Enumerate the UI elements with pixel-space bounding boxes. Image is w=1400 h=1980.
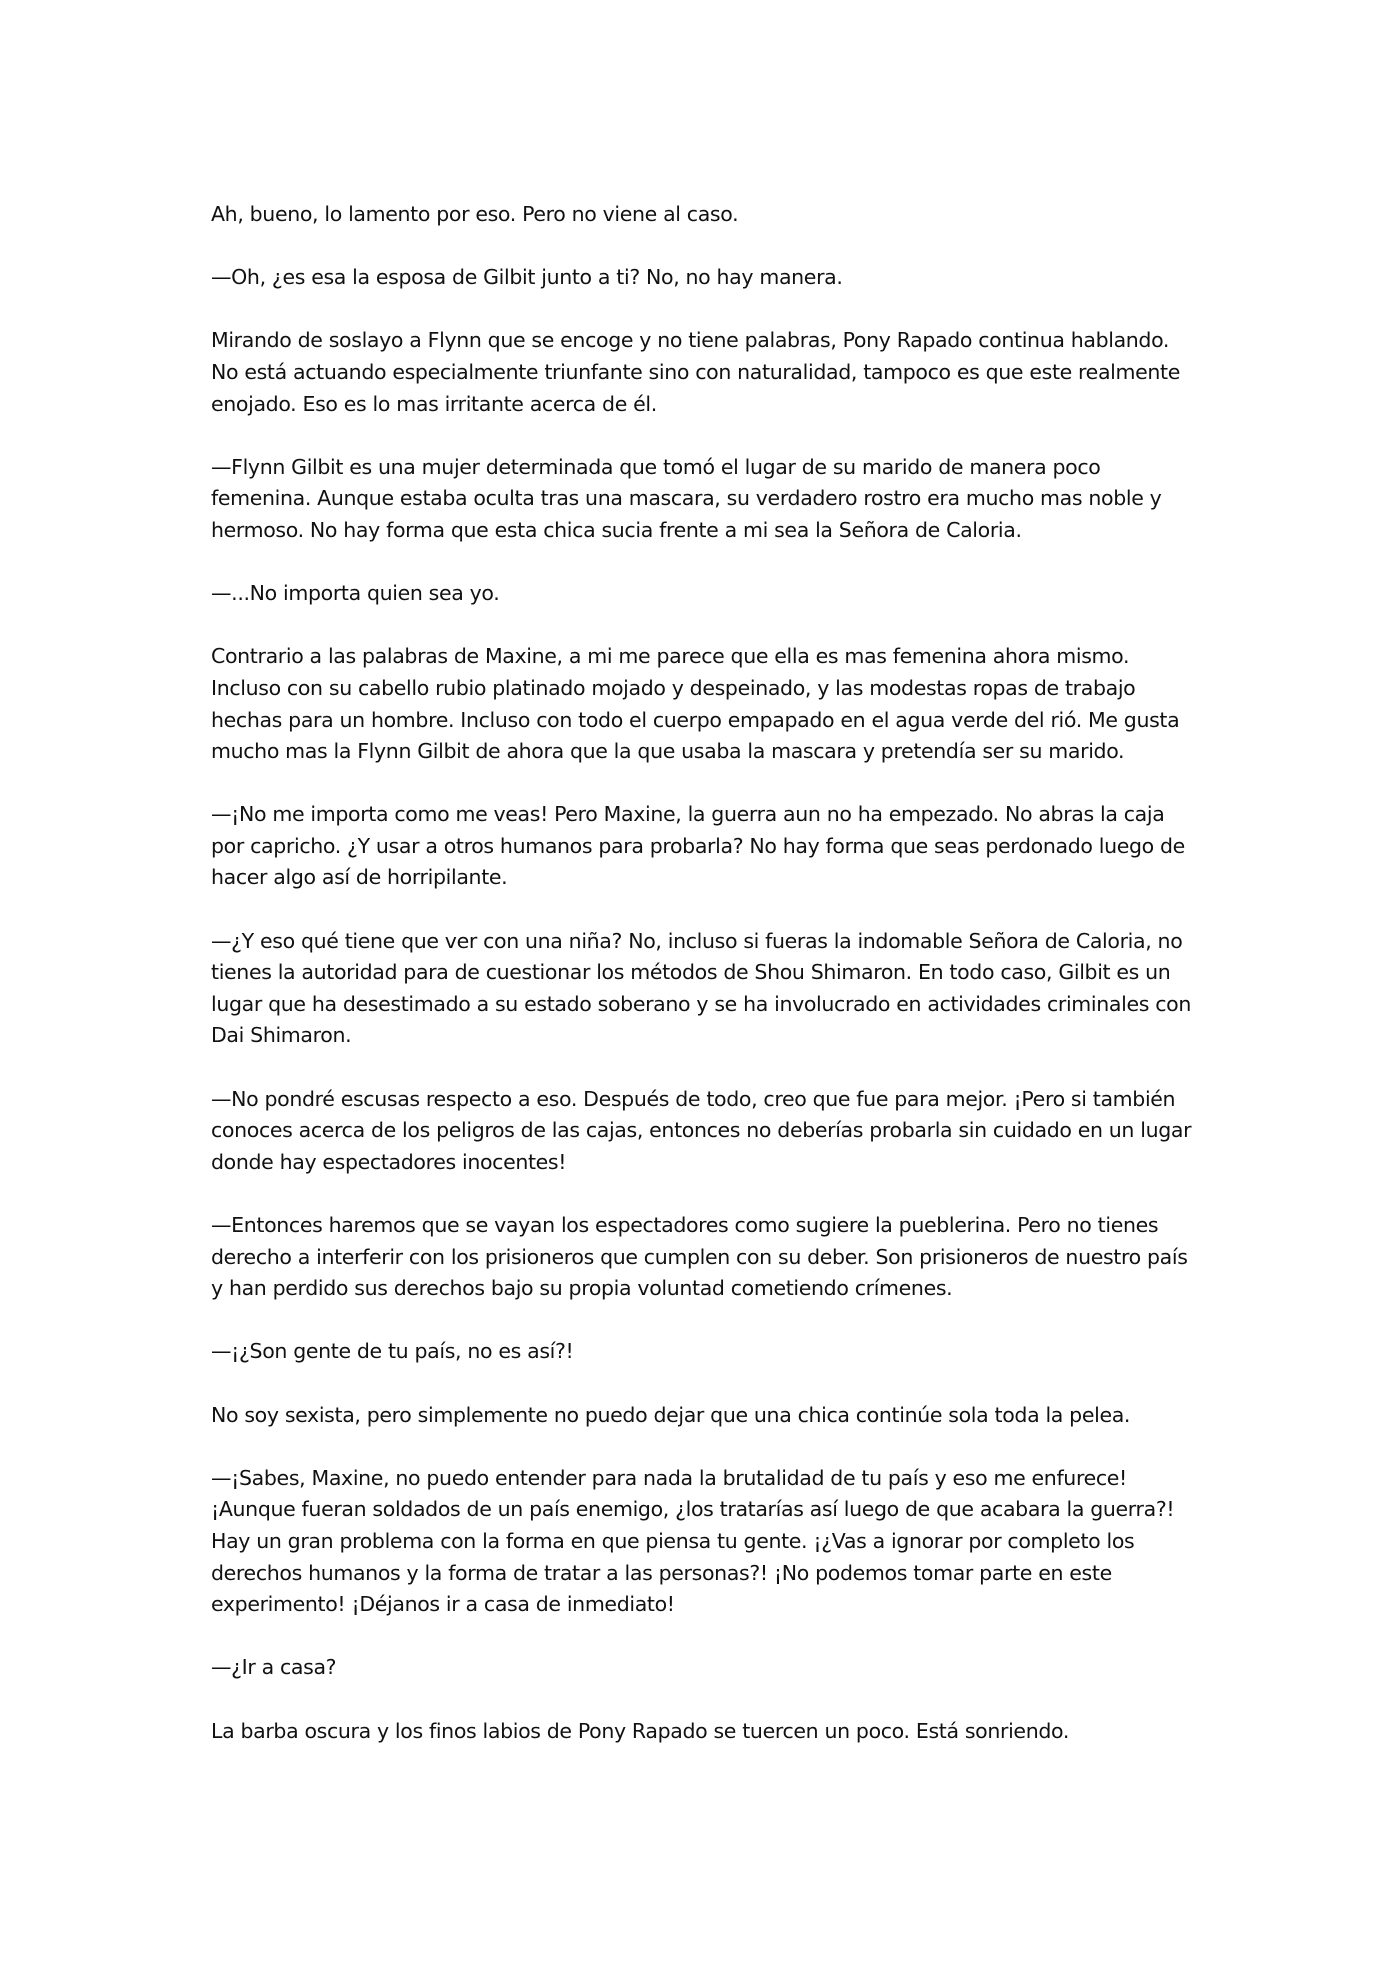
paragraph: —Entonces haremos que se vayan los espectadores como sugiere la pueblerina. Pero no tienes derecho a interferir con los prisioneros que cumplen con su deber. Son prisioneros de nuestro país y han perdido sus derechos bajo su propia voluntad cometiendo crímenes.: [211, 1213, 1188, 1301]
paragraph: Contrario a las palabras de Maxine, a mi me parece que ella es mas femenina ahora mismo. Incluso con su cabello rubio platinado mojado y despeinado, y las modestas ropas de trabajo hechas para un hombre. Incluso con todo el cuerpo empapado en el agua verde del rió. Me gusta mucho mas la Flynn Gilbit de ahora que la que usaba la mascara y pretendía ser su marido.: [211, 644, 1180, 764]
document-page: [211, 199, 1196, 1747]
paragraph: No soy sexista, pero simplemente no puedo dejar que una chica continúe sola toda la pelea.: [211, 1402, 1131, 1427]
paragraph: —Oh, ¿es esa la esposa de Gilbit junto a ti? No, no hay manera.: [211, 265, 843, 290]
paragraph: —¡¿Son gente de tu país, no es así?!: [211, 1339, 574, 1364]
paragraph: —Flynn Gilbit es una mujer determinada que tomó el lugar de su marido de manera poco femenina. Aunque estaba oculta tras una mascara, su verdadero rostro era mucho mas noble y hermoso. No hay forma que esta chica sucia frente a mi sea la Señora de Caloria.: [211, 454, 1162, 542]
paragraph: —No pondré escusas respecto a eso. Después de todo, creo que fue para mejor. ¡Pero si también conoces acerca de los peligros de las cajas, entonces no deberías probarla sin cuidado en un lugar donde hay espectadores inocentes!: [211, 1086, 1192, 1174]
paragraph: Ah, bueno, lo lamento por eso. Pero no viene al caso.: [211, 202, 739, 226]
paragraph: —¿Ir a casa?: [211, 1655, 337, 1680]
paragraph: —¡Sabes, Maxine, no puedo entender para nada la brutalidad de tu país y eso me enfurece! ¡Aunque fueran soldados de un país enemigo, ¿los tratarías así luego de que acabara la guerra?! Hay un gran problema con la forma en que piensa tu gente. ¡¿Vas a ignorar por completo los derechos humanos y la forma de tratar a las personas?! ¡No podemos tomar parte en este experimento! ¡Déjanos ir a casa de inmediato!: [211, 1465, 1175, 1617]
paragraph: —¡No me importa como me veas! Pero Maxine, la guerra aun no ha empezado. No abras la caja por capricho. ¿Y usar a otros humanos para probarla? No hay forma que seas perdonado luego de hacer algo así de horripilante.: [211, 802, 1185, 890]
paragraph: —¿Y eso qué tiene que ver con una niña? No, incluso si fueras la indomable Señora de Caloria, no tienes la autoridad para de cuestionar los métodos de Shou Shimaron. En todo caso, Gilbit es un lugar que ha desestimado a su estado soberano y se ha involucrado en actividades criminales con Dai Shimaron.: [211, 928, 1191, 1048]
paragraph: La barba oscura y los finos labios de Pony Rapado se tuercen un poco. Está sonriendo.: [211, 1718, 1069, 1743]
paragraph: Mirando de soslayo a Flynn que se encoge y no tiene palabras, Pony Rapado continua hablando. No está actuando especialmente triunfante sino con naturalidad, tampoco es que este realmente enojado. Eso es lo mas irritante acerca de él.: [211, 328, 1180, 416]
paragraph: —...No importa quien sea yo.: [211, 581, 500, 606]
